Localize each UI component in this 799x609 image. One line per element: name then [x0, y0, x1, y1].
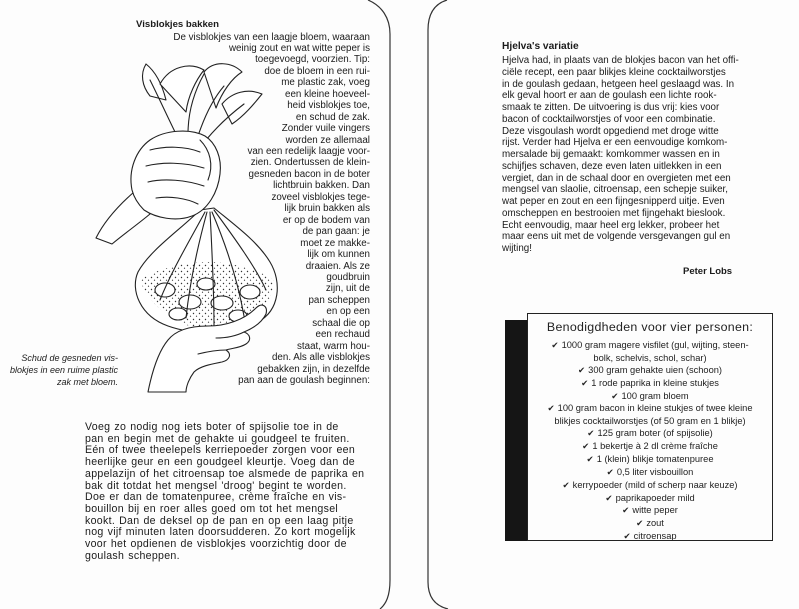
- ingredient-text: 1 (klein) blikje tomatenpuree: [596, 453, 714, 464]
- body-line: vergiet, dan in de schaal door en overgieten met een: [502, 172, 731, 184]
- illustration-caption: [0, 352, 118, 388]
- ingredient-list: [528, 340, 772, 544]
- ingredient-item: [528, 391, 772, 404]
- ingredient-text: blikjes cocktailworstjes (of 50 gram en 1 blikje): [554, 416, 746, 427]
- intro-line: zoveel visblokjes tege-: [271, 191, 370, 203]
- check-icon: ✔: [586, 454, 594, 465]
- intro-line: toegevoegd, voorzien. Tip:: [255, 54, 370, 66]
- ingredients-box: [527, 313, 773, 541]
- body-line: smaak te zitten. De uitvoering is dus vrij: kies voor: [502, 102, 720, 113]
- check-icon: ✔: [611, 391, 619, 402]
- ingredient-item: [528, 454, 772, 467]
- ingredient-text: citroensap: [633, 531, 677, 542]
- ingredient-item-continuation: [528, 416, 772, 428]
- ingredient-item: [528, 493, 772, 506]
- ingredient-item: [528, 428, 772, 441]
- ingredient-item: [528, 441, 772, 454]
- ingredient-text: 1 bekertje à 2 dl crème fraîche: [592, 441, 718, 451]
- intro-line: worden ze allemaal: [285, 134, 370, 146]
- check-icon: ✔: [623, 532, 631, 543]
- body-line: elk geval hoort er aan de goulash een lichte rook-: [502, 90, 717, 102]
- check-icon: ✔: [562, 480, 570, 491]
- check-icon: ✔: [605, 493, 613, 504]
- ingredient-text: bolk, schelvis, schol, schar): [593, 352, 707, 363]
- ingredient-text: 125 gram boter (of spijsolie): [597, 428, 713, 439]
- body-line: wat peper en zout en een fijngesnipperd uitje. Even: [502, 196, 725, 207]
- caption-line: blokjes in een ruime plastic: [9, 365, 118, 375]
- intro-line: goudbruin: [326, 272, 370, 284]
- ingredients-side-bar: [505, 320, 528, 541]
- body-line: mersalade bij gemaakt: komkommer wassen en in: [502, 149, 720, 160]
- intro-line: lijk om kunnen: [307, 249, 370, 261]
- intro-line: doe de bloem in een rui-: [264, 65, 370, 77]
- ingredient-text: witte peper: [632, 505, 678, 516]
- intro-line: een kleine hoeveel-: [285, 88, 370, 100]
- method-line: Doe er dan de tomatenpuree, crème fraîche en vis-: [85, 491, 347, 504]
- check-icon: ✔: [636, 519, 644, 530]
- intro-line: weinig zout en wat witte peper is: [228, 42, 370, 54]
- intro-line: draaien. Als ze: [305, 260, 370, 272]
- check-icon: ✔: [622, 506, 630, 517]
- intro-line: een rechaud: [315, 329, 370, 341]
- method-line: kookt. Dan de deksel op de pan en op een laag pitje: [85, 514, 354, 527]
- intro-line: zien. Ondertussen de klein-: [250, 157, 370, 169]
- right-page-edge: [428, 0, 448, 609]
- ingredient-item: [528, 467, 772, 480]
- method-line: voor het opdienen de visblokjes voorzichtig door de: [85, 538, 347, 551]
- intro-line: me plastic zak, voeg: [281, 77, 370, 89]
- ingredient-text: paprikapoeder mild: [615, 492, 695, 503]
- intro-line: en schud de zak.: [295, 111, 370, 123]
- intro-line: staat, warm hou-: [297, 340, 370, 352]
- variation-paragraph: [502, 55, 772, 255]
- intro-line: zijn, uit de: [325, 283, 370, 295]
- method-line: pan en begin met de gehakte ui goudgeel te fruiten.: [85, 432, 350, 445]
- ingredient-text: 100 gram bloem: [621, 390, 689, 401]
- caption-line: Schud de gesneden vis-: [21, 353, 118, 363]
- check-icon: ✔: [547, 404, 555, 415]
- ingredients-title: Benodigdheden voor vier personen:: [546, 320, 754, 334]
- ingredient-text: 0,5 liter visbouillon: [616, 466, 694, 477]
- body-line: bacon of cocktailworstjes of voor een combinatie.: [502, 113, 716, 125]
- intro-line: heid visblokjes toe,: [287, 100, 370, 112]
- ingredient-text: kerrypoeder (mild of scherp naar keuze): [572, 479, 738, 490]
- ingredient-item: [528, 403, 772, 416]
- right-page-heading: Hjelva's variatie: [502, 41, 579, 52]
- intro-line: moet ze makke-: [300, 237, 370, 249]
- check-icon: ✔: [577, 365, 586, 376]
- ingredient-text: 100 gram bacon in kleine stukjes of twee kleine: [557, 403, 753, 414]
- body-line: wijting!: [502, 243, 532, 254]
- intro-line: pan scheppen: [308, 294, 370, 306]
- method-paragraph: [85, 422, 375, 562]
- check-icon: ✔: [587, 429, 595, 440]
- body-line: Hjelva had, in plaats van de blokjes bacon van het offi-: [502, 55, 739, 66]
- method-line: bouillon bij en roer alles goed om tot het mengsel: [85, 502, 339, 515]
- intro-line: gebakken zijn, in dezelfde: [257, 363, 370, 375]
- body-line: mengsel van slaolie, citroensap, een schepje suiker,: [502, 184, 729, 196]
- left-page-heading: Visblokjes bakken: [135, 19, 219, 30]
- intro-line: lijk bruin bakken als: [284, 203, 370, 215]
- body-line: rijst. Verder had Hjelva er een eenvoudige komkom-: [502, 137, 728, 149]
- ingredient-item: [528, 340, 772, 353]
- intro-line: van een redelijk laagje voor-: [247, 146, 370, 158]
- method-line: Voeg zo nodig nog iets boter of spijsolie toe in de: [85, 421, 339, 433]
- method-line: nog vijf minuten laten doorsudderen. Zo kort mogelijk: [85, 526, 356, 539]
- method-line: Eén of twee theelepels kerriepoeder zorgen voor een: [85, 444, 356, 457]
- ingredient-item: [528, 505, 772, 518]
- check-icon: ✔: [582, 442, 590, 452]
- ingredient-item: [528, 518, 772, 531]
- body-line: maar eens uit met de volgende versgevangen gul en: [502, 231, 731, 243]
- ingredient-text: 1 rode paprika in kleine stukjes: [591, 377, 719, 388]
- caption-line: zak met bloem.: [56, 377, 118, 387]
- intro-line: er op de bodem van: [282, 214, 370, 226]
- body-line: ciële recept, een paar blikjes kleine cocktailworstjes: [502, 66, 726, 78]
- body-line: omscheppen en bestrooien met fijngehakt bieslook.: [502, 207, 726, 219]
- ingredient-text: 300 gram gehakte uien (schoon): [588, 364, 723, 375]
- intro-line: en op een: [326, 306, 370, 318]
- intro-line: pan aan de goulash beginnen:: [238, 375, 370, 387]
- intro-line: schaal die op: [312, 317, 370, 329]
- ingredient-text: 1000 gram magere visfilet (gul, wijting, steen-: [561, 340, 749, 350]
- intro-line: lichtbruin bakken. Dan: [273, 180, 370, 192]
- body-line: schijfjes schaven, deze even laten uitlekken in een: [502, 160, 722, 172]
- check-icon: ✔: [581, 378, 589, 389]
- ingredient-item: [528, 378, 772, 391]
- intro-line: den. Als alle visblokjes: [271, 352, 370, 364]
- method-line: bak dit totdat het mengsel 'droog' begint te worden.: [85, 479, 347, 492]
- body-line: Echt eenvoudig, maar heel erg lekker, probeer het: [502, 219, 720, 231]
- method-line: heerlijke geur en een goudgeel kleurtje. Voeg dan de: [85, 456, 355, 469]
- check-icon: ✔: [606, 467, 614, 478]
- intro-line: de pan gaan: je: [302, 226, 370, 238]
- author-name: Peter Lobs: [683, 266, 733, 277]
- intro-line: gesneden bacon in de boter: [248, 168, 370, 180]
- method-line: goulash scheppen.: [85, 549, 180, 562]
- ingredient-text: zout: [646, 518, 664, 529]
- intro-line: Zonder vuile vingers: [281, 123, 370, 135]
- body-line: in de goulash gedaan, hetgeen heel geslaagd was. In: [502, 78, 735, 90]
- ingredient-item: [528, 480, 772, 493]
- intro-line: De visblokjes van een laagje bloem, waaraan: [173, 31, 370, 43]
- body-line: Deze visgoulash wordt opgediend met droge witte: [502, 125, 719, 137]
- method-line: appelazijn of het citroensap toe alsmede de paprika en: [85, 467, 365, 480]
- ingredient-item: [528, 531, 772, 544]
- ingredient-item-continuation: [528, 353, 772, 365]
- intro-paragraph: [150, 32, 370, 387]
- ingredient-item: [528, 365, 772, 378]
- check-icon: ✔: [551, 341, 559, 351]
